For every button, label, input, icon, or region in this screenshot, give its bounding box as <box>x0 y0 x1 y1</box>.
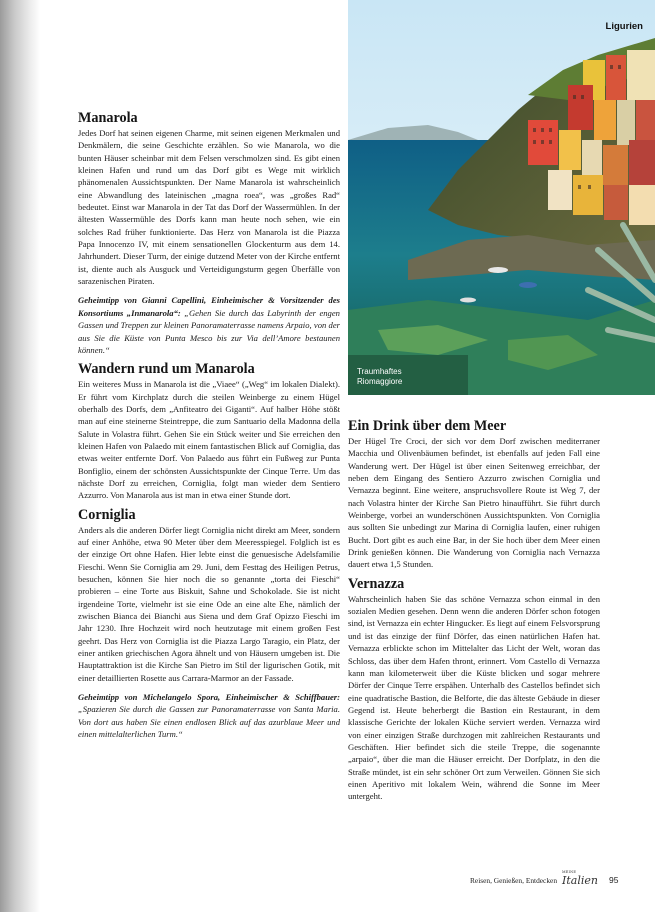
heading-wandern: Wandern rund um Manarola <box>78 361 255 378</box>
region-label: Ligurien <box>605 21 643 32</box>
magazine-logo-top: MEINE <box>562 869 577 874</box>
paragraph-drink: Der Hügel Tre Croci, der sich vor dem Dorf zwischen mediterraner Macchia und Olivenbäumen befindet, ist ebenfalls auf jeden Fall eine Wanderung wert. Der Hügel ist über einen Seitenweg erreichbar, der neben dem Eingang des Sentiero Azzurro zwischen Corniglia und Vernazza beginnt. Eine weitere, anspruchsvollere Route ist Weg 7, der nach Volastra hinter der Kirche San Pietro hinaufführt. Sie führt durch Weinberge, vorbei an wunderschönen Aussichtspunkten. Von Corniglia aus sollten Sie unbedingt zur Marina di Corniglia laufen, einer ruhigen Bucht. Dort gibt es auch eine Bar, in der Sie hoch über dem Meer einen Drink genießen können. Die Wanderung von Corniglia nach Vernazza dauert etwa 1,5 Stunden. <box>348 436 600 570</box>
heading-manarola: Manarola <box>78 110 138 126</box>
photo-caption-line-1: Traumhaftes <box>357 367 402 376</box>
page-spine-shadow <box>0 0 40 912</box>
left-column <box>78 110 340 740</box>
heading-corniglia: Corniglia <box>78 506 136 523</box>
magazine-logo-text: Italien <box>562 873 598 887</box>
footer-tagline: Reisen, Genießen, Entdecken <box>470 875 558 885</box>
page-number: 95 <box>608 875 619 885</box>
page-footer <box>470 869 622 887</box>
photo-caption-line-2: Riomaggiore <box>357 377 403 386</box>
right-column <box>348 418 600 803</box>
riomaggiore-illustration <box>348 0 655 395</box>
tip-manarola <box>78 294 340 356</box>
tip-manarola-text: „Gehen Sie durch das Labyrinth der engen Gassen und Treppen zur kleinen Panoramaterrasse namens Arpaio, von der aus Sie die Küste von Punta Mesco bis zur Via dell’Amore bestaunen können.“ <box>78 307 340 355</box>
paragraph-vernazza: Wahrscheinlich haben Sie das schöne Vernazza schon einmal in den sozialen Medien gesehen. Denn wenn die anderen Dörfer schon fotogen sind, ist Vernazza ein echter Hingucker. Es liegt auf einem Felsvorsprung und ist das einzige der fünf Dörfer, das einen natürlichen Hafen hat. Vernazza erblickte schon im Mittelalter das Licht der Welt, woran das Schloss, das über dem Hafen thront, erinnert. Vom Castello di Vernazza kann man kilometerweit über die Küste blicken und sogar mehrere Dörfer der Cinque Terre erspähen. Unterhalb des Castellos befindet sich eine quadratische Bastion, die Belforte, die das älteste Gebäude in dieser Gegend ist. Heute beherbergt die Bastion ein Restaurant, in dem klassische Gerichte der lokalen Küche serviert werden. Vernazza wird von einer einzigen Straße durchzogen mit zahlreichen Restaurants und Geschäften. Hier befindet sich die steile Treppe, die sogenannte „arpaio“, über die man die Häuser erreicht. Der Dorfplatz, in den die Straße mündet, ist ein sehr schöner Ort zum Verweilen. Gönnen Sie sich einen Aperitivo mit lokalem Wein, während die Sonne im Meer untergeht. <box>348 593 600 802</box>
paragraph-corniglia: Anders als die anderen Dörfer liegt Corniglia nicht direkt am Meer, sondern auf einer Anhöhe, etwa 90 Meter über dem Meeresspiegel. Folglich ist es der einzige Ort ohne Hafen. Hier lebte einst die genuesische Adelsfamilie Fieschi. Wenn Sie Corniglia am 29. Juni, dem Festtag des Heiligen Petrus, besuchen, können Sie hier noch die so genannte „torta dei Fieschi“ probieren – eine Torte aus Biskuit, Sahne und Schokolade. Sie ist nicht irgendeine Torte, vielmehr ist sie eine Ode an eine alte Ehe, nämlich der zwischen Bianca dei Bianchi aus Siena und dem Graf Opizzo Fieschi im Jahr 1230. Ihre Hochzeit wird noch heutzutage mit einem großen Fest geehrt. Das Herz von Corniglia ist die Piazza Largo Taragio, ein Platz, der einer antiken griechischen Agora ähnelt und von Häusern umgeben ist. Die Hauptattraktion ist die Kirche San Pietro im Stil der ligurischen Gotik, mit einer detaillierten Rosette aus Carrara-Marmor an der Fassade. <box>78 524 340 683</box>
magazine-logo <box>562 869 598 887</box>
photo-caption <box>357 367 402 387</box>
heading-vernazza: Vernazza <box>348 575 405 592</box>
tip-corniglia-label: Geheimtipp von Michelangelo Spora, Einheimischer & Schiffbauer: <box>78 692 340 703</box>
riomaggiore-photo <box>348 0 655 395</box>
tip-corniglia-text: „Spazieren Sie durch die Gassen zur Panoramaterrasse von Santa Maria. Von dort aus haben Sie einen endlosen Blick auf das azurblaue Meer und einen mittelalterlichen Turm.“ <box>78 704 340 740</box>
heading-drink: Ein Drink über dem Meer <box>348 418 507 434</box>
tip-corniglia <box>78 691 340 740</box>
paragraph-wandern: Ein weiteres Muss in Manarola ist die „Viaee“ („Weg“ im lokalen Dialekt). Er führt vom Kirchplatz durch die steilen Weinberge zu einem Hügel oberhalb des Dorfs, dem „Anfiteatro dei Giganti“. Auf halber Höhe stößt man auf eine steinerne Steintreppe, die zum Santuario della Madonna della Salute in Volastra führt. Gehen Sie ein Stück weiter und Sie erreichen den kleinen Hafen von Palaedo mit einem fantastischen Blick auf Corniglia, das etwas weiter entfernte Dorf. Von Palaedo aus führt ein Fußweg zur Punta Bonfiglio, einem der schönsten Aussichtspunkte der Cinque Terre. Um das nächste Dorf zu erreichen, Corniglia, folgt man wieder dem Sentiero Azzurro. Von Manarola aus ist man in etwa einer Stunde dort. <box>78 379 340 501</box>
tip-manarola-label: Geheimtipp von Gianni Capellini, Einheimischer & Vorsitzender des Konsortiums „Inmanarola“: <box>78 295 340 318</box>
paragraph-manarola: Jedes Dorf hat seinen eigenen Charme, mit seinen eigenen Merkmalen und Denkmälern, die seine Geschichte erzählen. So wie Manarola, wo die bunten Häuser scheinbar mit dem Felsen verschmolzen sind. Es gibt einen kleinen Hafen und rund um das Dorf gibt es Wege mit wirklich phänomenalen Aussichtspunkten. Der Name Manarola ist wahrscheinlich eine Abwandlung des lateinischen „magna roea“, was „großes Rad“ bedeutet. Einst war Manarola in der Tat das Dorf der Wassermühlen. In der ältesten Wassermühle des Dorfs kann man heute noch sehen, wie ein solches Rad früher funktionierte. Das Herz von Manarola ist die Piazza Papa Innocenzo IV, mit einem sensationellen Glockenturm aus dem 14. Jahrhundert. Dieser Turm, der einige dutzend Meter von der Kirche entfernt ist, diente auch als Ausguck und Verteidigungsturm gegen Überfälle von sarazenischen Piraten. <box>78 128 340 287</box>
